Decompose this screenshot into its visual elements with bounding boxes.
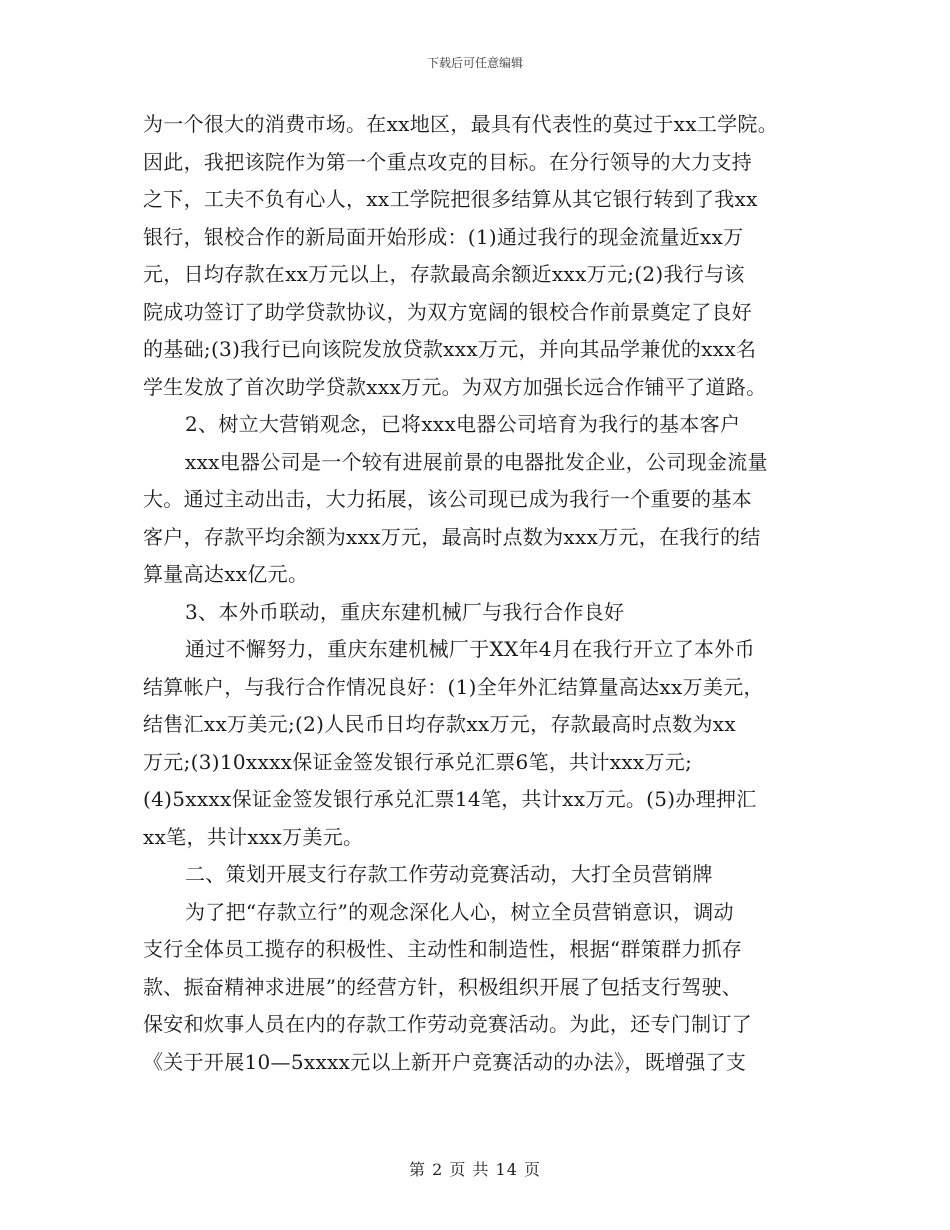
paragraph-line: xx笔，共计xxx万美元。 bbox=[143, 824, 364, 849]
body-text bbox=[143, 106, 811, 1081]
paragraph-line: 元，日均存款在xx万元以上，存款最高余额近xxx万元;(2)我行与该 bbox=[143, 262, 745, 286]
paragraph-line: (4)5xxxx保证金签发银行承兑汇票14笔，共计xx万元。(5)办理押汇 bbox=[143, 787, 757, 811]
paragraph-line: 之下，工夫不负有心人，xx工学院把很多结算从其它银行转到了我xx bbox=[143, 187, 758, 211]
paragraph-line: 为一个很大的消费市场。在xx地区，最具有代表性的莫过于xx工学院。 bbox=[143, 112, 779, 136]
paragraph-line: 的基础;(3)我行已向该院发放贷款xxx万元，并向其品学兼优的xxx名 bbox=[143, 337, 757, 361]
paragraph-line: 院成功签订了助学贷款协议，为双方宽阔的银校合作前景奠定了良好 bbox=[143, 299, 752, 324]
section-heading: 2、树立大营销观念，已将xxx电器公司培育为我行的基本客户 bbox=[185, 412, 741, 436]
paragraph-line: xxx电器公司是一个较有进展前景的电器批发企业，公司现金流量 bbox=[185, 449, 768, 474]
paragraph-line: 通过不懈努力，重庆东建机械厂于XX年4月在我行开立了本外币 bbox=[185, 637, 755, 661]
paragraph-line: 《关于开展10—5xxxx元以上新开户竞赛活动的办法》，既增强了支 bbox=[143, 1049, 747, 1074]
paragraph-line: 万元;(3)10xxxx保证金签发银行承兑汇票6笔，共计xxx万元; bbox=[143, 749, 693, 774]
paragraph-line: 结算帐户，与我行合作情况良好：(1)全年外汇结算量高达xx万美元， bbox=[143, 674, 764, 699]
paragraph-line: 因此，我把该院作为第一个重点攻克的目标。在分行领导的大力支持 bbox=[143, 149, 752, 174]
section-heading: 3、本外币联动，重庆东建机械厂与我行合作良好 bbox=[185, 599, 625, 624]
page-header: 下载后可任意编辑 bbox=[426, 56, 523, 70]
paragraph-line: 学生发放了首次助学贷款xxx万元。为双方加强长远合作铺平了道路。 bbox=[143, 374, 767, 399]
page-number: 第 2 页 共 14 页 bbox=[409, 1160, 541, 1179]
paragraph-line: 为了把“存款立行”的观念深化人心，树立全员营销意识，调动 bbox=[185, 899, 734, 924]
paragraph-line: 银行，银校合作的新局面开始形成：(1)通过我行的现金流量近xx万 bbox=[143, 224, 744, 249]
paragraph-line: 大。通过主动出击，大力拓展，该公司现已成为我行一个重要的基本 bbox=[143, 487, 752, 511]
paragraph-line: 结售汇xx万美元;(2)人民币日均存款xx万元，存款最高时点数为xx bbox=[143, 712, 736, 736]
section-heading: 二、策划开展支行存款工作劳动竞赛活动，大打全员营销牌 bbox=[185, 862, 713, 886]
paragraph-line: 保安和炊事人员在内的存款工作劳动竞赛活动。为此，还专门制订了 bbox=[143, 1012, 752, 1036]
paragraph-line: 算量高达xx亿元。 bbox=[143, 562, 309, 586]
paragraph-line: 客户，存款平均余额为xxx万元，最高时点数为xxx万元，在我行的结 bbox=[143, 524, 761, 549]
paragraph-line: 款、振奋精神求进展”的经营方针，积极组织开展了包括支行驾驶、 bbox=[143, 974, 743, 999]
paragraph-line: 支行全体员工揽存的积极性、主动性和制造性，根据“群策群力抓存 bbox=[143, 937, 743, 961]
